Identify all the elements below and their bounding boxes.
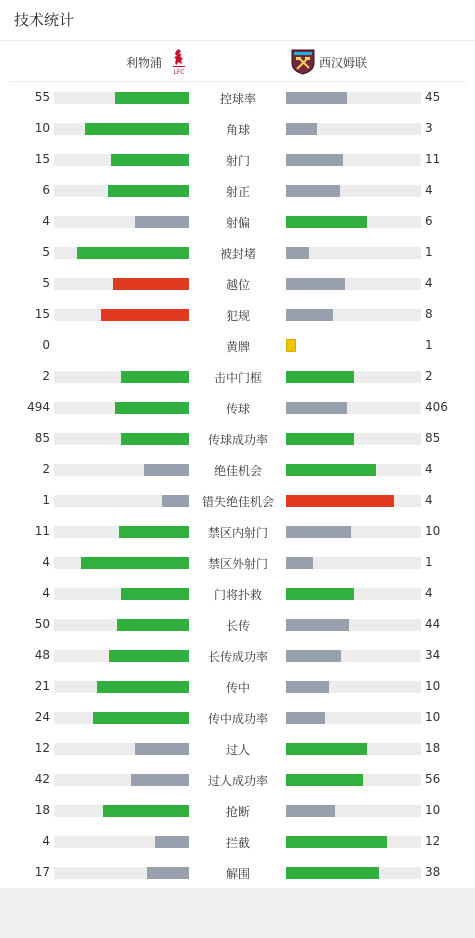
home-stat-bar xyxy=(54,185,189,197)
away-stat-bar xyxy=(286,123,421,135)
away-stat-value: 4 xyxy=(425,586,433,600)
home-stat-value: 6 xyxy=(42,183,50,197)
stat-row xyxy=(0,113,475,144)
home-stat-value: 85 xyxy=(34,431,50,445)
away-stat-value: 12 xyxy=(425,834,441,848)
away-stat-value: 406 xyxy=(425,400,448,414)
stat-label: 犯规 xyxy=(225,309,250,323)
away-stat-value: 1 xyxy=(425,555,433,569)
away-stat-bar-fill xyxy=(286,619,349,631)
away-stat-value: 8 xyxy=(425,307,433,321)
away-stat-bar xyxy=(286,185,421,197)
away-stat-bar xyxy=(286,371,421,383)
home-stat-value: 5 xyxy=(42,245,50,259)
away-stat-bar xyxy=(286,712,421,724)
home-stat-bar xyxy=(54,154,189,166)
home-stat-bar xyxy=(54,681,189,693)
away-team-name: 西汉姆联 xyxy=(319,56,368,70)
home-stat-value: 42 xyxy=(34,772,50,786)
home-stat-bar xyxy=(54,712,189,724)
stat-label: 解围 xyxy=(225,867,250,881)
home-stat-bar-fill xyxy=(117,619,189,631)
home-stat-value: 4 xyxy=(42,834,50,848)
home-stat-value: 4 xyxy=(42,586,50,600)
away-stat-bar xyxy=(286,464,421,476)
away-stat-bar-fill xyxy=(286,433,354,445)
home-stat-bar-fill xyxy=(113,278,189,290)
away-stat-bar-fill xyxy=(286,557,313,569)
home-stat-value: 10 xyxy=(34,121,50,135)
home-team-name: 利物浦 xyxy=(125,56,162,70)
stat-row xyxy=(0,547,475,578)
stat-row xyxy=(0,423,475,454)
home-stat-value: 494 xyxy=(27,400,50,414)
home-stat-bar-fill xyxy=(115,402,189,414)
home-stat-bar xyxy=(54,867,189,879)
home-stat-bar xyxy=(54,619,189,631)
away-stat-value: 18 xyxy=(425,741,441,755)
stat-row xyxy=(0,361,475,392)
home-stat-value: 2 xyxy=(42,462,50,476)
home-stat-bar xyxy=(54,402,189,414)
stat-row xyxy=(0,702,475,733)
home-stat-bar xyxy=(54,309,189,321)
stat-row xyxy=(0,640,475,671)
away-stat-value: 11 xyxy=(425,152,441,166)
home-stat-value: 48 xyxy=(34,648,50,662)
home-stat-bar-fill xyxy=(77,247,189,259)
stat-row xyxy=(0,454,475,485)
away-stat-bar-fill xyxy=(286,774,363,786)
away-stat-bar xyxy=(286,774,421,786)
home-stat-bar-fill xyxy=(93,712,189,724)
away-stat-value: 44 xyxy=(425,617,441,631)
stat-row xyxy=(0,764,475,795)
home-stat-bar xyxy=(54,123,189,135)
stat-label: 绝佳机会 xyxy=(213,464,262,478)
stat-row xyxy=(0,237,475,268)
home-stat-bar xyxy=(54,743,189,755)
home-stat-bar-fill xyxy=(121,371,189,383)
away-stat-bar xyxy=(286,650,421,662)
away-stat-value: 85 xyxy=(425,431,441,445)
home-stat-bar xyxy=(54,278,189,290)
away-stat-bar-fill xyxy=(286,278,345,290)
stat-label: 控球率 xyxy=(219,92,256,106)
away-stat-bar-fill xyxy=(286,123,317,135)
away-stat-bar-fill xyxy=(286,92,347,104)
stat-label: 越位 xyxy=(225,278,250,292)
home-stat-bar xyxy=(54,588,189,600)
stat-row xyxy=(0,733,475,764)
away-stat-bar xyxy=(286,557,421,569)
home-stat-bar-fill xyxy=(101,309,189,321)
away-stat-bar-fill xyxy=(286,309,333,321)
away-stat-bar xyxy=(286,867,421,879)
home-stat-bar xyxy=(54,216,189,228)
home-stat-value: 11 xyxy=(34,524,50,538)
away-stat-bar xyxy=(286,526,421,538)
home-stat-bar-fill xyxy=(111,154,189,166)
away-stat-value: 10 xyxy=(425,710,441,724)
home-stat-value: 15 xyxy=(34,152,50,166)
home-stat-bar-fill xyxy=(135,743,189,755)
home-stat-bar-fill xyxy=(115,92,189,104)
home-stat-bar-fill xyxy=(85,123,189,135)
stat-label: 传球 xyxy=(225,402,250,416)
stat-label: 禁区外射门 xyxy=(207,557,268,571)
away-stat-bar xyxy=(286,588,421,600)
home-stat-value: 0 xyxy=(42,338,50,352)
away-stat-value: 2 xyxy=(425,369,433,383)
away-stat-bar-fill xyxy=(286,743,367,755)
away-stat-value: 10 xyxy=(425,524,441,538)
away-stat-bar xyxy=(286,402,421,414)
home-stat-bar xyxy=(54,526,189,538)
stat-label: 射偏 xyxy=(225,216,250,230)
stat-row xyxy=(0,609,475,640)
stat-label: 长传 xyxy=(225,619,250,633)
away-stat-value: 1 xyxy=(425,338,433,352)
away-stat-bar-fill xyxy=(286,154,343,166)
home-stat-bar xyxy=(54,836,189,848)
svg-text:LFC: LFC xyxy=(173,69,185,75)
home-stat-bar xyxy=(54,650,189,662)
stats-list xyxy=(0,82,475,888)
home-stat-bar-fill xyxy=(155,836,189,848)
stat-row xyxy=(0,299,475,330)
home-stat-value: 21 xyxy=(34,679,50,693)
away-stat-bar xyxy=(286,805,421,817)
away-stat-value: 4 xyxy=(425,493,433,507)
stat-label: 过人成功率 xyxy=(207,774,268,788)
away-stat-value: 1 xyxy=(425,245,433,259)
away-stat-bar-fill xyxy=(286,650,341,662)
stat-label: 传中 xyxy=(225,681,250,695)
home-stat-bar xyxy=(54,557,189,569)
stat-row xyxy=(0,578,475,609)
home-stat-value: 55 xyxy=(34,90,50,104)
home-stat-bar-fill xyxy=(97,681,189,693)
away-stat-bar-fill xyxy=(286,867,379,879)
stat-row xyxy=(0,857,475,888)
home-stat-bar-fill xyxy=(119,526,189,538)
stat-label: 长传成功率 xyxy=(207,650,268,664)
away-stat-bar-fill xyxy=(286,185,340,197)
stat-label: 传球成功率 xyxy=(207,433,268,447)
away-stat-value: 4 xyxy=(425,276,433,290)
away-stat-bar-fill xyxy=(286,402,347,414)
away-stat-bar xyxy=(286,495,421,507)
home-stat-bar xyxy=(54,495,189,507)
stat-label: 抢断 xyxy=(225,805,250,819)
home-stat-bar-fill xyxy=(121,588,189,600)
stat-row xyxy=(0,795,475,826)
away-stat-bar-fill xyxy=(286,464,376,476)
away-stat-bar xyxy=(286,154,421,166)
stat-row xyxy=(0,485,475,516)
home-stat-bar xyxy=(54,805,189,817)
stat-row xyxy=(0,671,475,702)
away-stat-value: 45 xyxy=(425,90,441,104)
home-stat-value: 4 xyxy=(42,214,50,228)
away-stat-value: 10 xyxy=(425,803,441,817)
stat-row xyxy=(0,392,475,423)
away-stat-bar xyxy=(286,836,421,848)
away-stat-bar xyxy=(286,92,421,104)
away-stat-bar-fill xyxy=(286,805,335,817)
home-stat-bar-fill xyxy=(135,216,189,228)
away-stat-bar xyxy=(286,743,421,755)
home-stat-value: 18 xyxy=(34,803,50,817)
away-stat-value: 56 xyxy=(425,772,441,786)
home-stat-bar xyxy=(54,92,189,104)
stat-label: 黄牌 xyxy=(225,340,250,354)
page-title: 技术统计 xyxy=(0,0,475,41)
home-stat-bar-fill xyxy=(108,185,189,197)
home-stat-bar xyxy=(54,774,189,786)
stat-label: 击中门框 xyxy=(213,371,262,385)
away-stat-bar-fill xyxy=(286,588,354,600)
home-stat-value: 2 xyxy=(42,369,50,383)
away-stat-bar-fill xyxy=(286,495,394,507)
yellow-card-icon xyxy=(286,339,296,352)
away-stat-bar-fill xyxy=(286,216,367,228)
away-stat-bar xyxy=(286,216,421,228)
home-stat-value: 24 xyxy=(34,710,50,724)
stat-row xyxy=(0,144,475,175)
away-stat-bar xyxy=(286,309,421,321)
home-stat-bar xyxy=(54,433,189,445)
away-stat-value: 4 xyxy=(425,183,433,197)
away-stat-bar-fill xyxy=(286,836,387,848)
stat-row xyxy=(0,826,475,857)
stat-row xyxy=(0,516,475,547)
away-stat-bar-fill xyxy=(286,371,354,383)
stat-label: 射正 xyxy=(225,185,250,199)
home-stat-bar-fill xyxy=(103,805,189,817)
home-stat-value: 50 xyxy=(34,617,50,631)
stat-label: 拦截 xyxy=(225,836,250,850)
stat-label: 被封堵 xyxy=(219,247,256,261)
home-stat-bar-fill xyxy=(121,433,189,445)
home-stat-bar xyxy=(54,464,189,476)
away-stat-value: 6 xyxy=(425,214,433,228)
away-stat-value: 10 xyxy=(425,679,441,693)
away-stat-bar xyxy=(286,681,421,693)
home-stat-value: 12 xyxy=(34,741,50,755)
away-stat-bar xyxy=(286,619,421,631)
away-stat-bar xyxy=(286,433,421,445)
away-stat-bar-fill xyxy=(286,526,351,538)
home-stat-bar xyxy=(54,371,189,383)
teams-header xyxy=(9,41,466,82)
away-stat-value: 3 xyxy=(425,121,433,135)
home-stat-value: 17 xyxy=(34,865,50,879)
stat-label: 错失绝佳机会 xyxy=(201,495,274,509)
stat-label: 角球 xyxy=(225,123,250,137)
away-stat-bar xyxy=(286,247,421,259)
away-stat-value: 34 xyxy=(425,648,441,662)
west-ham-crest-icon xyxy=(291,49,315,75)
away-stat-value: 4 xyxy=(425,462,433,476)
home-stat-bar-fill xyxy=(109,650,189,662)
stat-row xyxy=(0,82,475,113)
home-stat-value: 15 xyxy=(34,307,50,321)
away-stat-bar xyxy=(286,278,421,290)
stat-row xyxy=(0,268,475,299)
home-stat-bar-fill xyxy=(144,464,189,476)
stat-row xyxy=(0,206,475,237)
stat-label: 射门 xyxy=(225,154,250,168)
stat-label: 禁区内射门 xyxy=(207,526,268,540)
away-stat-bar-fill xyxy=(286,681,329,693)
stat-row xyxy=(0,330,475,361)
home-stat-value: 1 xyxy=(42,493,50,507)
away-stat-bar-fill xyxy=(286,247,309,259)
home-stat-value: 4 xyxy=(42,555,50,569)
home-stat-bar-fill xyxy=(81,557,189,569)
stat-label: 传中成功率 xyxy=(207,712,268,726)
home-stat-bar-fill xyxy=(162,495,189,507)
stat-label: 门将扑救 xyxy=(213,588,262,602)
home-stat-bar-fill xyxy=(131,774,189,786)
home-stat-value: 5 xyxy=(42,276,50,290)
home-stat-bar-fill xyxy=(147,867,189,879)
stat-row xyxy=(0,175,475,206)
away-stat-value: 38 xyxy=(425,865,441,879)
away-stat-bar-fill xyxy=(286,712,325,724)
stat-label: 过人 xyxy=(225,743,250,757)
home-stat-bar xyxy=(54,247,189,259)
liverpool-crest-icon xyxy=(169,49,189,75)
